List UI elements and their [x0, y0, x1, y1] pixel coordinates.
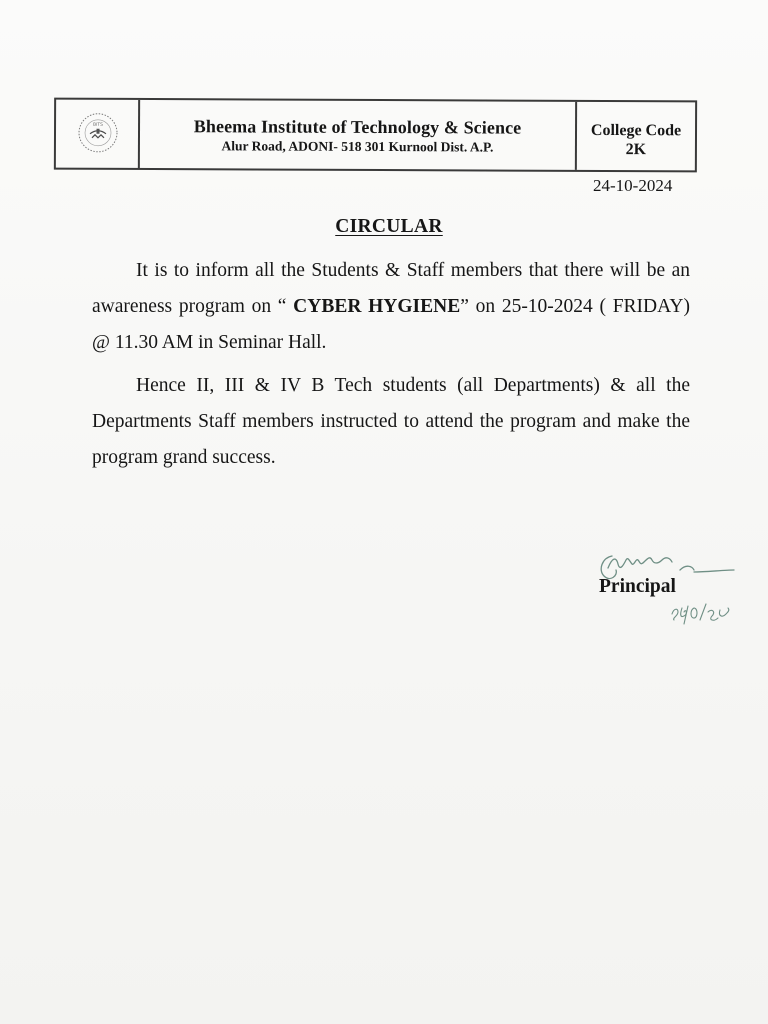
paragraph-announcement	[92, 253, 690, 361]
paragraph-instructions	[92, 368, 690, 476]
institute-logo-icon	[77, 112, 119, 154]
svg-text:BITS: BITS	[93, 122, 104, 128]
paragraph1-text-a: It is to inform all the Students & Staff members that there will be an awareness program on “	[92, 260, 690, 317]
institute-name: Bheema Institute of Technology & Science	[193, 116, 522, 138]
signature-block	[590, 548, 760, 628]
signatory-designation: Principal	[599, 576, 676, 597]
letterhead-box	[54, 98, 697, 173]
college-code-value: 2K	[625, 141, 647, 159]
event-name: CYBER HYGIENE	[293, 296, 461, 317]
circular-title: CIRCULAR	[335, 216, 443, 237]
circular-date: 24-10-2024	[593, 176, 673, 195]
paragraph2-text: Hence II, III & IV B Tech students (all Departments) & all the Departments Staff members instructed to attend the program and make the program grand success.	[92, 375, 690, 468]
logo-cell	[56, 100, 140, 168]
paragraph1-text-b: ” on 25-10-2024 ( FRIDAY) @ 11.30 AM in Seminar Hall.	[92, 296, 691, 353]
college-code-cell	[575, 102, 695, 171]
institute-cell	[140, 100, 575, 170]
institute-address: Alur Road, ADONI- 518 301 Kurnool Dist. A.P.	[221, 138, 494, 155]
college-code-label: College Code	[590, 121, 682, 140]
